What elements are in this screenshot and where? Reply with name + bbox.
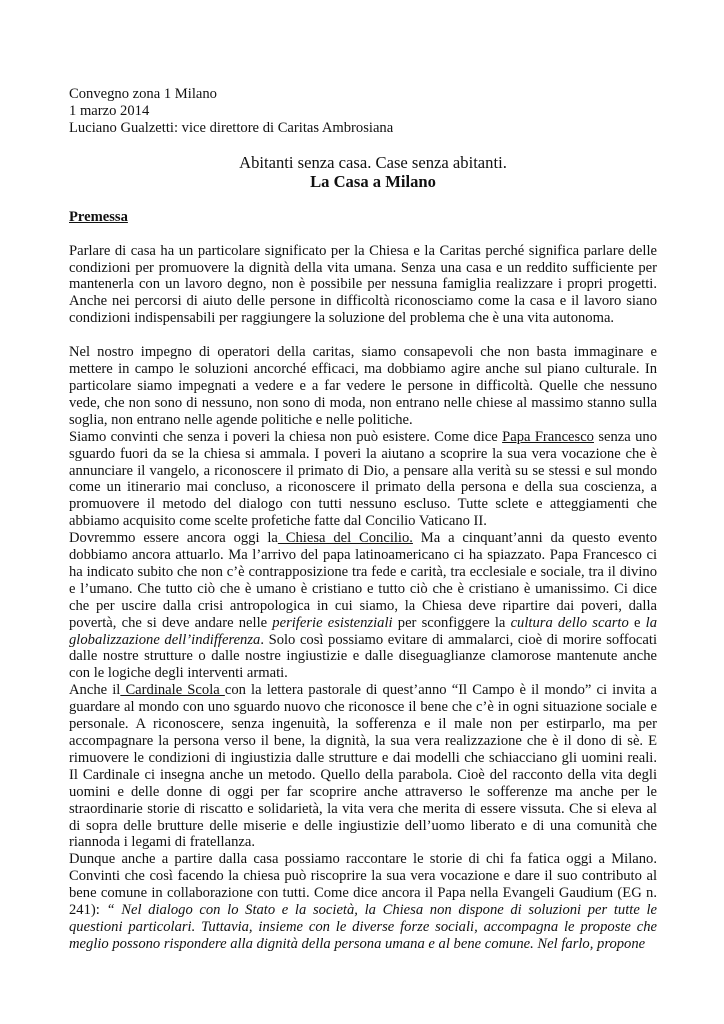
- paragraph-4: [69, 530, 657, 682]
- periferie-esistenziali: periferie esistenziali: [272, 614, 393, 631]
- paragraph-4-text-a: Dovremmo essere ancora oggi la: [69, 530, 278, 547]
- paragraph-4-text-d: e: [628, 614, 646, 631]
- paragraph-5: [69, 682, 657, 851]
- paragraph-2: Nel nostro impegno di operatori della caritas, siamo consapevoli che non basta immaginare e mettere in campo le soluzioni ancorché efficaci, ma dobbiamo agire anche sul piano culturale. In particolare siamo impegnati a vedere e a far vedere le persone in difficoltà. Quelle che nessuno vede, che non sono di nessuno, non sono di moda, non entrano nelle chiese al massimo stanno sulla soglia, non entrano nelle agende politiche e nelle politiche.: [69, 344, 657, 428]
- paragraph-5-text-a: Anche il: [69, 682, 121, 699]
- paragraph-4-text-e: . Solo così possiamo evitare di ammalarci, cioè di morire soffocati dalle nostre strutture o dalle nostre ingiustizie e dalle diseguaglianze clamorose mantenute anche con le logiche degli interventi armati.: [69, 631, 658, 682]
- paragraph-3-text-b: senza uno sguardo fuori da se la chiesa si ammala. I poveri la aiutano a scoprire la sua vera vocazione che è annunciare il vangelo, a riconoscere il primato di Dio, a pensare alla verità su se stessi e sul mondo come un itinerario mai concluso, a riconoscere il primato della persona e della sua coscienza, a promuovere il metodo del dialogo con tutti nessuno escluso. Tutte sclete e atteggiamenti che abbiamo acquisito come scelte profetiche fatte dal Concilio Vaticano II.: [69, 428, 657, 530]
- evangelii-gaudium-quote: “ Nel dialogo con lo Stato e la società, la Chiesa non dispone di soluzioni per tutte le questioni particolari. Tuttavia, insieme con le diverse forze sociali, accompagna le proposte che meglio possono rispondere alla dignità della persona umana e al bene comune. Nel farlo, propone: [69, 902, 657, 952]
- paragraph-6: [69, 851, 657, 952]
- chiesa-del-concilio-link[interactable]: Chiesa del Concilio.: [277, 530, 413, 547]
- paragraph-3-text-a: Siamo convinti che senza i poveri la chiesa non può esistere. Come dice: [69, 428, 503, 445]
- cardinale-scola-link[interactable]: Cardinale Scola: [120, 682, 225, 699]
- document-title: [69, 153, 657, 191]
- paragraph-6-text-a: Dunque anche a partire dalla casa possiamo raccontare le storie di chi fa fatica oggi a Milano. Convinti che così facendo la chiesa può riscoprire la sua vera vocazione e dare il suo contributo al bene comune in collaborazione con tutti. Come dice ancora il Papa nella Evangeli Gaudium (EG n. 241):: [69, 851, 657, 919]
- paragraph-4-text-b: Ma a cinquant’anni da questo evento dobbiamo ancora attuarlo. Ma l’arrivo del papa latinoamericano ci ha spiazzato. Papa Francesco ci ha indicato subito che non c’è contrapposizione tra fede e carità, tra ecclesiale e sociale, tra il divino e l’umano. Che tutto ciò che è umano è cristiano e tutto ciò che è cristiano è umanissimo. Ci dice che per uscire dalla crisi antropologica in cui siamo, la Chiesa deve ripartire dai poveri, dalla povertà, che si deve andare nelle: [69, 530, 657, 631]
- papa-francesco-link[interactable]: Papa Francesco: [502, 428, 594, 445]
- title-line-1: Abitanti senza casa. Case senza abitanti.: [239, 152, 507, 172]
- paragraph-1: Parlare di casa ha un particolare significato per la Chiesa e la Caritas perché significa parlare delle condizioni per promuovere la dignità della vita umana. Senza una casa e un reddito sufficiente per mantenerla con un lavoro degno, non è possibile per nessuna famiglia realizzare i propri progetti. Anche nei percorsi di aiuto delle persone in difficoltà riconosciamo come la casa e il lavoro siano condizioni indispensabili per raggiungere la soluzione del problema che è una vita autonoma.: [69, 242, 657, 327]
- paragraph-4-text-c: per sconfiggere la: [392, 614, 511, 631]
- document-header: [69, 86, 657, 137]
- cultura-dello-scarto: cultura dello scarto: [510, 614, 629, 631]
- event-line: Convegno zona 1 Milano: [69, 86, 217, 102]
- section-heading: Premessa: [69, 208, 128, 225]
- title-line-2: La Casa a Milano: [310, 171, 436, 191]
- paragraph-3: [69, 429, 657, 530]
- paragraph-5-text-b: con la lettera pastorale di quest’anno “Il Campo è il mondo” ci invita a guardare al mondo con uno sguardo nuovo che riconosce il bene che c’è in ogni situazione sociale e personale. A riconoscere, senza ingenuità, la sofferenza e il male non per estirparlo, ma per accompagnare la persona verso il bene, la dignità, la sua vera realizzazione che è il dono di sè. E rimuovere le condizioni di ingiustizia dalle strutture e dai modelli che schiacciano gli uomini reali. Il Cardinale ci insegna anche un metodo. Quello della parabola. Cioè del racconto della vita degli uomini e delle donne di oggi per far scoprire anche attraverso le sofferenze ma anche per le straordinarie storie di riscatto e solidarietà, la vita vera che merita di essere vissuta. Che si eleva al di sopra delle brutture delle miserie e delle ingiustizie dell’uomo liberato e di una comunità che riannoda i legami di fratellanza.: [69, 682, 657, 851]
- globalizzazione-indifferenza: la globalizzazione dell’indifferenza: [69, 614, 657, 648]
- author-line: Luciano Gualzetti: vice direttore di Caritas Ambrosiana: [69, 119, 394, 136]
- date-line: 1 marzo 2014: [69, 102, 150, 119]
- document-page: [69, 86, 657, 953]
